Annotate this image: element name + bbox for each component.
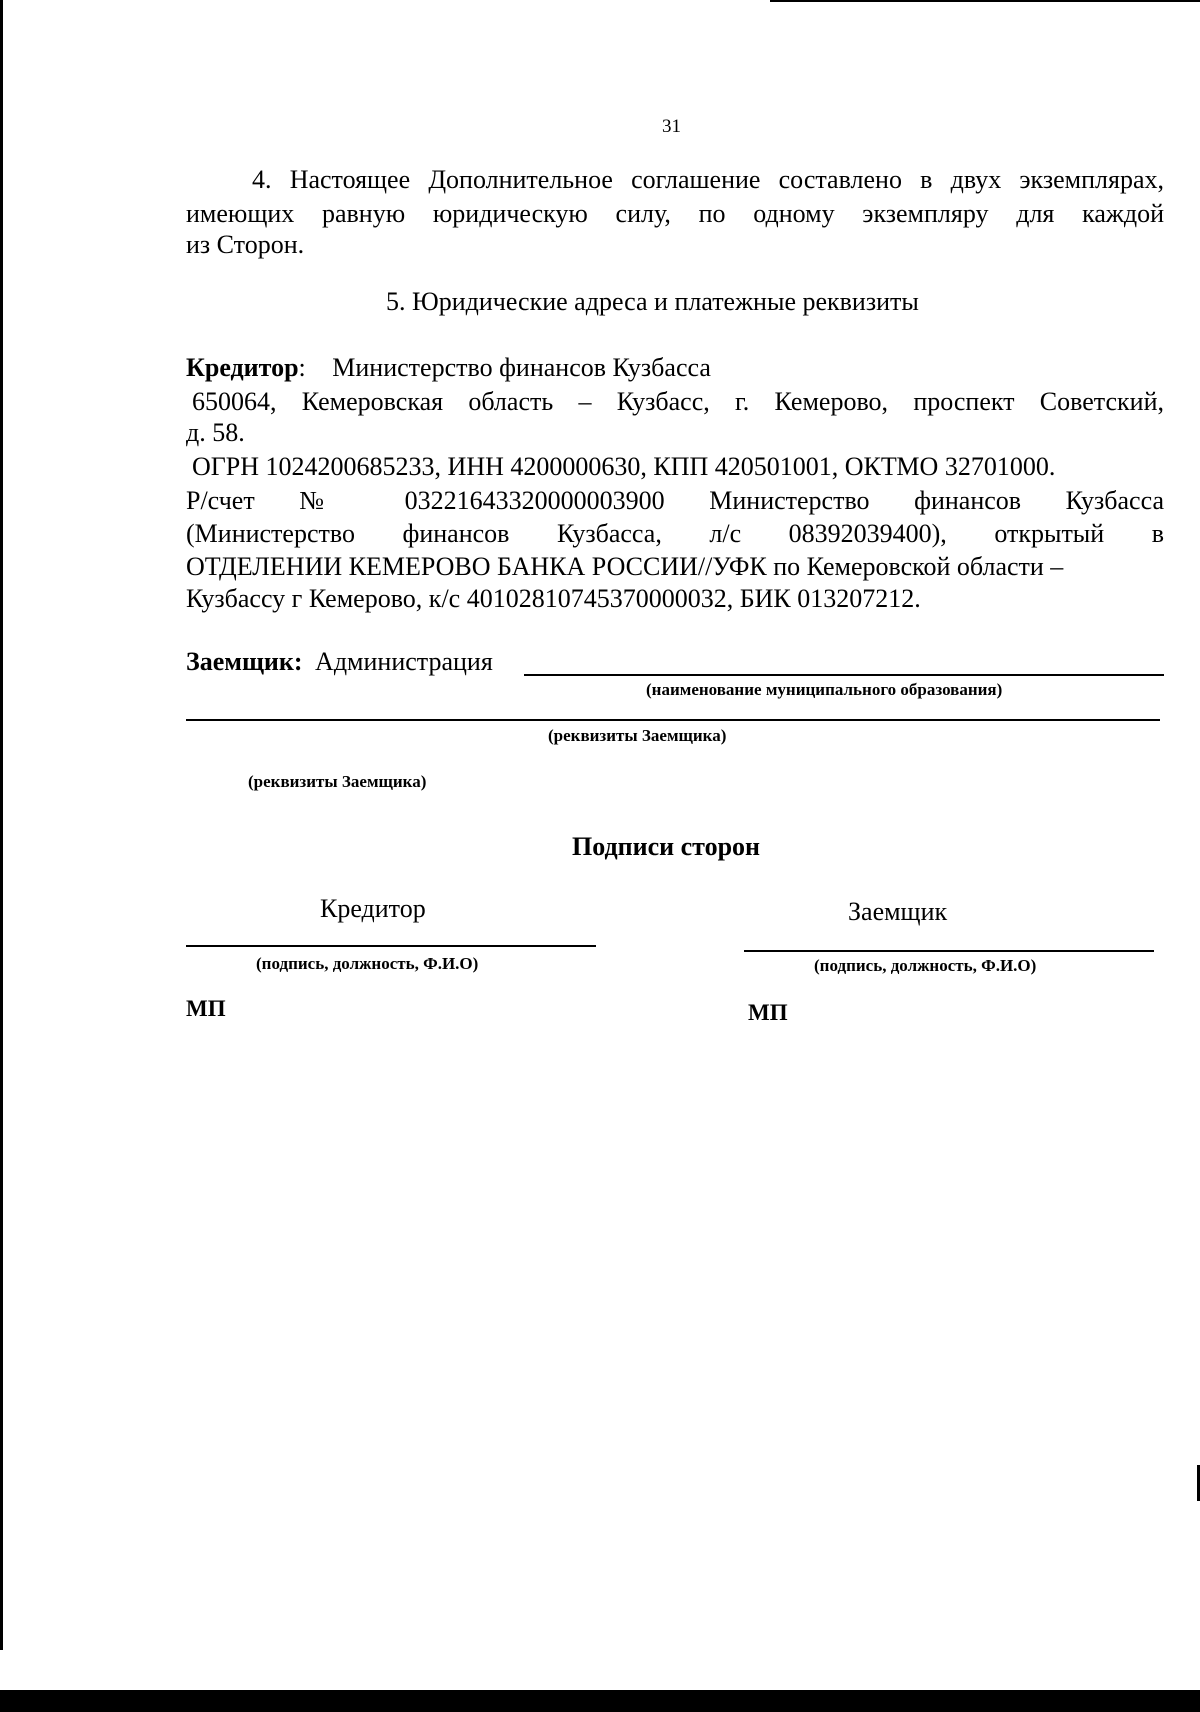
borrower-details-caption: (реквизиты Заемщика): [548, 726, 727, 745]
creditor-account-line4: Кузбассу г Кемерово, к/с 40102810745370000032, БИК 013207212.: [186, 584, 921, 613]
borrower-header: [186, 646, 493, 678]
creditor-name: Министерство финансов Кузбасса: [332, 353, 711, 382]
signatures-heading: Подписи сторон: [572, 832, 761, 861]
borrower-name-caption: (наименование муниципального образования): [646, 680, 1003, 699]
scan-bottom-band: [0, 1690, 1200, 1712]
creditor-account-line3: ОТДЕЛЕНИИ КЕМЕРОВО БАНКА РОССИИ//УФК по Кемеровской области –: [186, 552, 1064, 581]
section5-heading: 5. Юридические адреса и платежные реквизиты: [386, 287, 919, 316]
seal-creditor: МП: [186, 996, 226, 1021]
page-number: 31: [662, 116, 681, 137]
scan-top-line: [770, 0, 1200, 2]
clause4-line2: имеющих равную юридическую силу, по одному экземпляру для каждой: [186, 199, 1164, 228]
signature-creditor-title: Кредитор: [320, 894, 426, 923]
creditor-colon: :: [298, 353, 306, 382]
signature-borrower-caption: (подпись, должность, Ф.И.О): [814, 956, 1037, 975]
creditor-account-line2: (Министерство финансов Кузбасса, л/с 08392039400), открытый в: [186, 519, 1164, 548]
clause4-line3: из Сторон.: [186, 230, 305, 259]
seal-borrower: МП: [748, 1000, 788, 1025]
signature-creditor-line: [186, 945, 596, 947]
borrower-details-caption-2: (реквизиты Заемщика): [248, 772, 427, 791]
scan-edge-left: [0, 0, 3, 1650]
borrower-label: Заемщик:: [186, 647, 303, 676]
borrower-details-line: [186, 719, 1160, 721]
creditor-address-line1: 650064, Кемеровская область – Кузбасс, г. Кемерово, проспект Советский,: [192, 387, 1164, 416]
borrower-prefix: Администрация: [315, 647, 493, 676]
signature-borrower-title: Заемщик: [848, 897, 948, 926]
creditor-ids: ОГРН 1024200685233, ИНН 4200000630, КПП 420501001, ОКТМО 32701000.: [192, 452, 1056, 481]
creditor-account-line1: Р/счет № 03221643320000003900 Министерство финансов Кузбасса: [186, 486, 1164, 515]
borrower-name-line: [524, 674, 1164, 676]
creditor-label: Кредитор: [186, 353, 299, 382]
signature-creditor-caption: (подпись, должность, Ф.И.О): [256, 954, 479, 973]
creditor-header: [186, 352, 711, 384]
creditor-address-line2: д. 58.: [186, 418, 245, 447]
signature-borrower-line: [744, 950, 1154, 952]
clause4-line1: 4. Настоящее Дополнительное соглашение составлено в двух экземплярах,: [252, 165, 1164, 194]
